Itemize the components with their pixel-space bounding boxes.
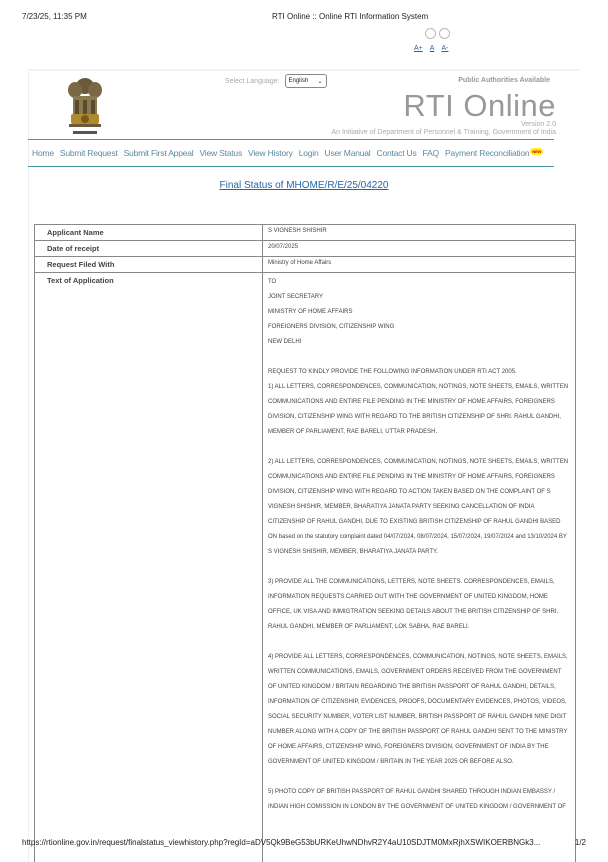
nav-divider [28, 166, 554, 167]
request-filed-with-label: Request Filed With [35, 257, 263, 273]
request-filed-with-value: Ministry of Home Affairs [263, 257, 576, 273]
nav-faq[interactable]: FAQ [422, 148, 439, 158]
nav-home[interactable]: Home [32, 148, 54, 158]
application-point-3: 3) PROVIDE ALL THE COMMUNICATIONS, LETTERS, NOTE SHEETS. CORRESPONDENCES, EMAILS, INFORMATION REQUESTS CARRIED OUT WITH THE GOVERNMENT OF UNITED KINGDOM, HOME OFFICE, UK VISA AND IMMIGTRATION SEEKING DETAILS ABOUT THE BRITISH CITIZENSHIP OF SHRI. RAHUL GANDHI, MEMBER OF PARLIAMENT, LOK SABHA, RAE BARELI. [268, 579, 559, 630]
chevron-down-icon: ⌄ [317, 78, 323, 85]
font-decrease-link[interactable]: A- [441, 45, 449, 52]
main-nav [32, 148, 543, 158]
new-badge: NEW [532, 149, 542, 154]
address-line: FOREIGNERS DIVISION, CITIZENSHIP WING [268, 324, 395, 330]
application-point-2: 2) ALL LETTERS, CORRESPONDENCES, COMMUNICATION, NOTINGS, NOTE SHEETS, EMAILS, WRITTEN COMMUNICATIONS AND ENTIRE FILE PENDING IN THE MINISTRY OF HOME AFFAIRS, FOREIGNERS DIVISION, CITIZENSHIP WING WITH REGARD TO ACTION TAKEN BASED ON THE COMPLAINT OF S VIGNESH SHISHIR, MEMBER, BHARATIYA JANATA PARTY SEEKING CANCELLATION OF INDIA CITIZENSHIP OF RAHUL GANDHI, DUE TO EXISTING BRITISH CITIZENSHIP OF RAHUL GANDHI BASED ON based on the statutory complaint dated 04/07/2024, 08/07/2024, 15/07/2024, 19/07/2024 and 13/10/2024 BY S VIGNESH SHISHIR, MEMBER, BHARATIYA JANATA PARTY. [268, 459, 569, 555]
nav-login[interactable]: Login [298, 148, 319, 158]
language-value: English [288, 78, 309, 84]
print-page-number: 1/2 [574, 838, 586, 847]
table-row [35, 225, 576, 241]
address-line: NEW DELHI [268, 339, 302, 345]
nav-payment-reconciliation[interactable] [445, 148, 543, 158]
address-line: MINISTRY OF HOME AFFAIRS [268, 309, 353, 315]
text-of-application-value [263, 273, 576, 862]
font-normal-link[interactable]: A [429, 45, 435, 52]
applicant-name-label: Applicant Name [35, 225, 263, 241]
language-select[interactable] [285, 74, 327, 88]
final-status-title[interactable]: Final Status of MHOME/R/E/25/04220 [219, 180, 389, 191]
nav-contact-us[interactable]: Contact Us [376, 148, 417, 158]
site-header [28, 70, 580, 140]
nav-view-status[interactable]: View Status [199, 148, 242, 158]
app-title: RTI Online [403, 88, 556, 123]
print-datetime: 7/23/25, 11:35 PM [22, 12, 87, 21]
nav-payment-reconciliation-label: Payment Reconciliation [444, 148, 530, 158]
address-line: TO [268, 279, 277, 285]
national-emblem-icon [61, 74, 109, 138]
print-page-title: RTI Online :: Online RTI Information System [272, 12, 429, 21]
nav-view-history[interactable]: View History [248, 148, 293, 158]
nav-user-manual[interactable]: User Manual [324, 148, 371, 158]
application-intro: REQUEST TO KINDLY PROVIDE THE FOLLOWING INFORMATION UNDER RTI ACT 2005. [268, 369, 517, 375]
application-point-4: 4) PROVIDE ALL LETTERS, CORRESPONDENCES, COMMUNICATION, NOTINGS, NOTE SHEETS, EMAILS, WRITTEN COMMUNICATIONS, EMAILS, GOVERNMENT ORDERS RECEIVED FROM THE GOVERNMENT OF UNITED KINGDOM / BRITAIN REGARDING THE BRITISH PASSPORT OF RAHUL GANDHI, DETAILS, INFORMATION OF CITIZENSHIP, EVIDENCES, PROOFS, DOCUMENTARY EVIDENCES, PHOTOS, VIDEOS, SOCIAL SECURITY NUMBER, VOTER LIST NUMBER, BRITISH PASSPORT OF RAHUL GANDHI NINE DIGIT NUMBER ALONG WITH A COPY OF THE BRITISH PASSPORT OF RAHUL GANDHI SENT TO THE MINISTRY OF HOME AFFAIRS, CITIZENSHIP WING, FOREIGNERS DIVISION, GOVERNMENT OF INDIA BY THE GOVERNMENT OF UNITED KINGDOM / BRITAIN IN THE YEAR 2025 OR BEFORE ALSO. [268, 654, 568, 765]
font-increase-link[interactable]: A+ [414, 45, 423, 52]
public-authorities-link[interactable]: Public Authorities Available [458, 77, 550, 84]
application-point-1: 1) ALL LETTERS, CORRESPONDENCES, COMMUNICATION, NOTINGS, NOTE SHEETS, EMAILS, WRITTEN COMMUNICATIONS AND ENTIRE FILE PENDING IN THE MINISTRY OF HOME AFFAIRS, FOREIGNERS DIVISION, CITIZENSHIP WING WITH REGARD TO THE BRITISH CITIZENSHIP OF SHRI. RAHUL GANDHI, MEMBER OF PARLIAMENT, RAE BARELI, UTTAR PRADESH. [268, 384, 569, 435]
nav-submit-request[interactable]: Submit Request [59, 148, 118, 158]
table-row [35, 241, 576, 257]
nav-submit-first-appeal[interactable]: Submit First Appeal [123, 148, 194, 158]
table-row [35, 273, 576, 862]
text-of-application-label: Text of Application [35, 273, 263, 862]
accessibility-controls [414, 28, 470, 52]
language-label: Select Language: [225, 77, 280, 85]
application-point-5: 5) PHOTO COPY OF BRITISH PASSPORT OF RAHUL GANDHI SHARED THROUGH INDIAN EMBASSY / INDIAN HIGH COMISSION IN LONDON BY THE GOVERNMENT OF UNITED KINGDOM / GOVERNMENT OF [268, 789, 566, 810]
contrast-toggle-1[interactable] [425, 28, 436, 39]
date-of-receipt-value: 20/07/2025 [263, 241, 576, 257]
language-selector [225, 74, 327, 88]
date-of-receipt-label: Date of receipt [35, 241, 263, 257]
request-details-table [34, 224, 576, 862]
contrast-toggle-2[interactable] [439, 28, 450, 39]
print-header [22, 12, 586, 24]
print-url: https://rtionline.gov.in/request/finalstatus_viewhistory.php?regId=aDV5Qk9BeG53bURKeUhwNDhvR2Y4aU10SDJTM0MxRjhXSWIKOERBNGk3... [22, 838, 541, 847]
applicant-name-value: S VIGNESH SHISHIR [263, 225, 576, 241]
table-row [35, 257, 576, 273]
app-initiative: An Initiative of Department of Personnel & Training, Government of India [331, 129, 556, 136]
address-line: JOINT SECRETARY [268, 294, 324, 300]
header-divider [28, 139, 554, 140]
app-version: Version 2.0 [520, 121, 556, 128]
